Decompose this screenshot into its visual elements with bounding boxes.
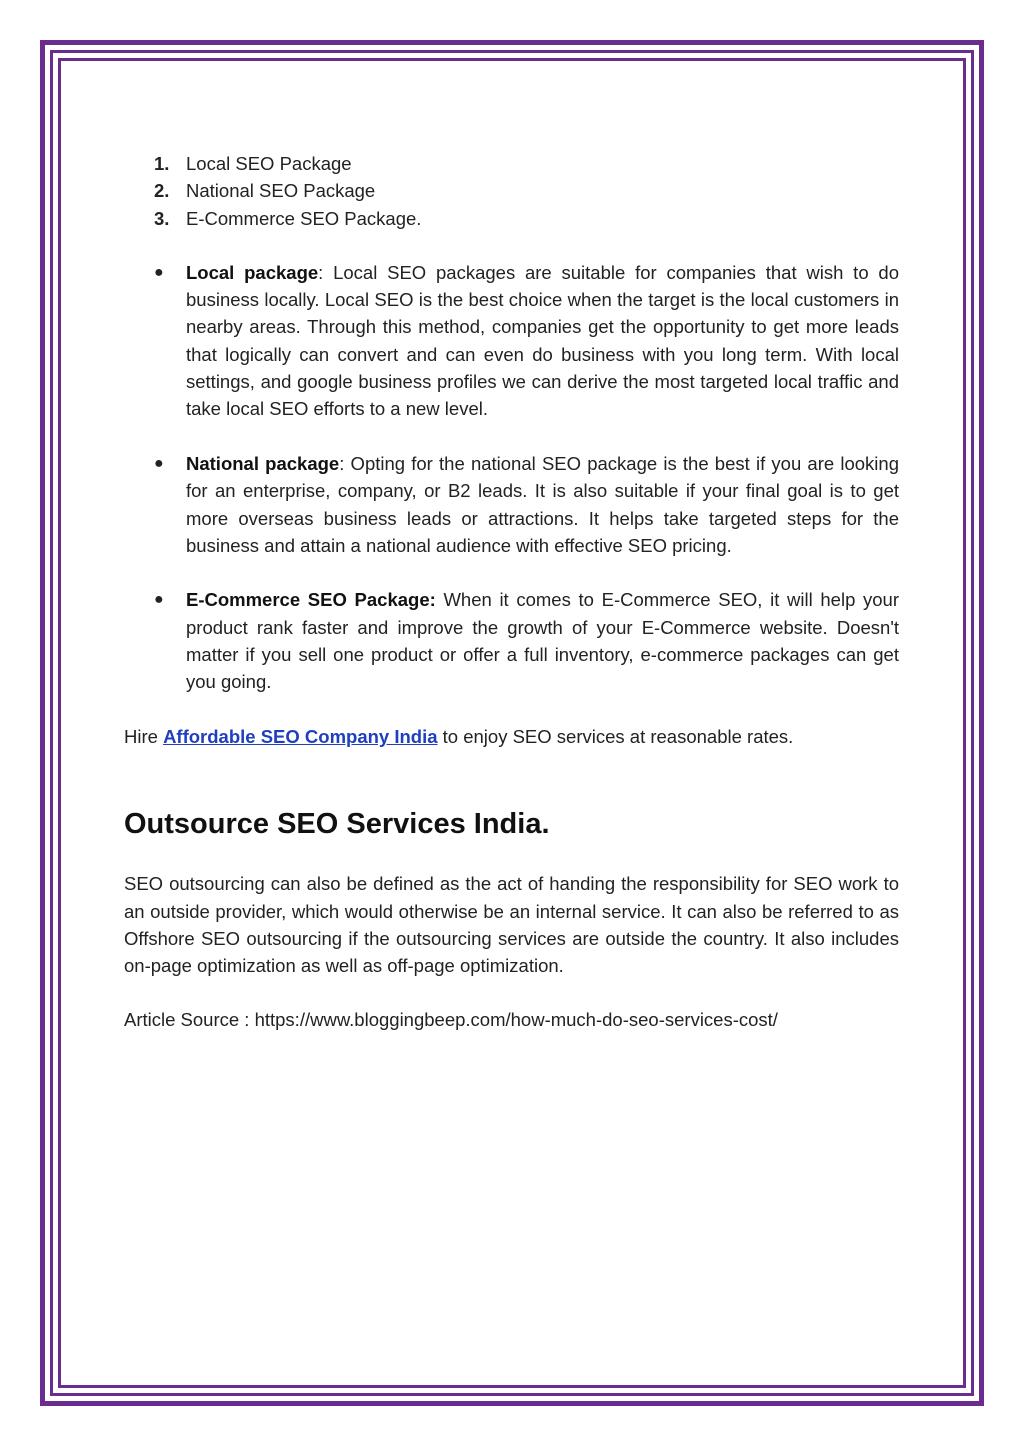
bullet-icon: ● xyxy=(154,591,164,609)
bullet-icon: ● xyxy=(154,263,164,281)
bullet-item-national xyxy=(124,450,899,559)
bullet-title: National package xyxy=(186,452,340,474)
bullet-item-local xyxy=(124,259,899,423)
list-number: 2. xyxy=(154,180,170,202)
bullet-title: E-Commerce SEO Package: xyxy=(186,589,436,611)
bullet-title: Local package xyxy=(186,261,319,283)
article-source: Article Source : https://www.bloggingbeep.com/how-much-do-seo-services-cost/ xyxy=(124,1009,778,1031)
section-heading: Outsource SEO Services India. xyxy=(124,808,550,841)
affordable-seo-link[interactable]: Affordable SEO Company India xyxy=(163,725,438,747)
list-item xyxy=(124,205,899,232)
list-item xyxy=(124,177,899,204)
list-number: 3. xyxy=(154,207,170,229)
bullet-text: When it comes to E-Commerce SEO, it will help your product rank faster and improve the growth of your E-Commerce website. Doesn't matter if you sell one product or offer a full inventory, e-commerce packages can get you going. xyxy=(186,589,900,693)
bullet-item-ecommerce xyxy=(124,586,899,695)
list-item-text: National SEO Package xyxy=(186,180,376,202)
hire-suffix: to enjoy SEO services at reasonable rates. xyxy=(437,725,794,747)
hire-line xyxy=(124,723,899,750)
document-body xyxy=(124,150,899,1034)
bullet-text: : Local SEO packages are suitable for companies that wish to do business locally. Local SEO is the best choice when the target is the local customers in nearby areas. Through this method, companies get the opportunity to get more leads that logically can convert and can even do business with you long term. With local settings, and google business profiles we can derive the most targeted local traffic and take local SEO efforts to a new level. xyxy=(186,261,899,420)
list-item-text: Local SEO Package xyxy=(186,153,352,174)
package-details xyxy=(124,259,899,696)
hire-prefix: Hire xyxy=(124,725,164,747)
list-item xyxy=(124,150,899,177)
outsourcing-paragraph: SEO outsourcing can also be defined as the act of handing the responsibility for SEO work to an outside provider, which would otherwise be an internal service. It can also be referred to as Offshore SEO outsourcing if the outsourcing services are outside the country. It also includes on-page optimization as well as off-page optimization. xyxy=(124,873,899,977)
bullet-icon: ● xyxy=(154,454,164,472)
bullet-text: : Opting for the national SEO package is the best if you are looking for an enterprise, company, or B2 leads. It is also suitable if your final goal is to get more overseas business leads or attractions. It helps take targeted steps for the business and attain a national audience with effective SEO pricing. xyxy=(186,452,899,556)
list-number: 1. xyxy=(154,153,170,174)
package-list xyxy=(124,150,899,232)
list-item-text: E-Commerce SEO Package. xyxy=(186,207,422,229)
